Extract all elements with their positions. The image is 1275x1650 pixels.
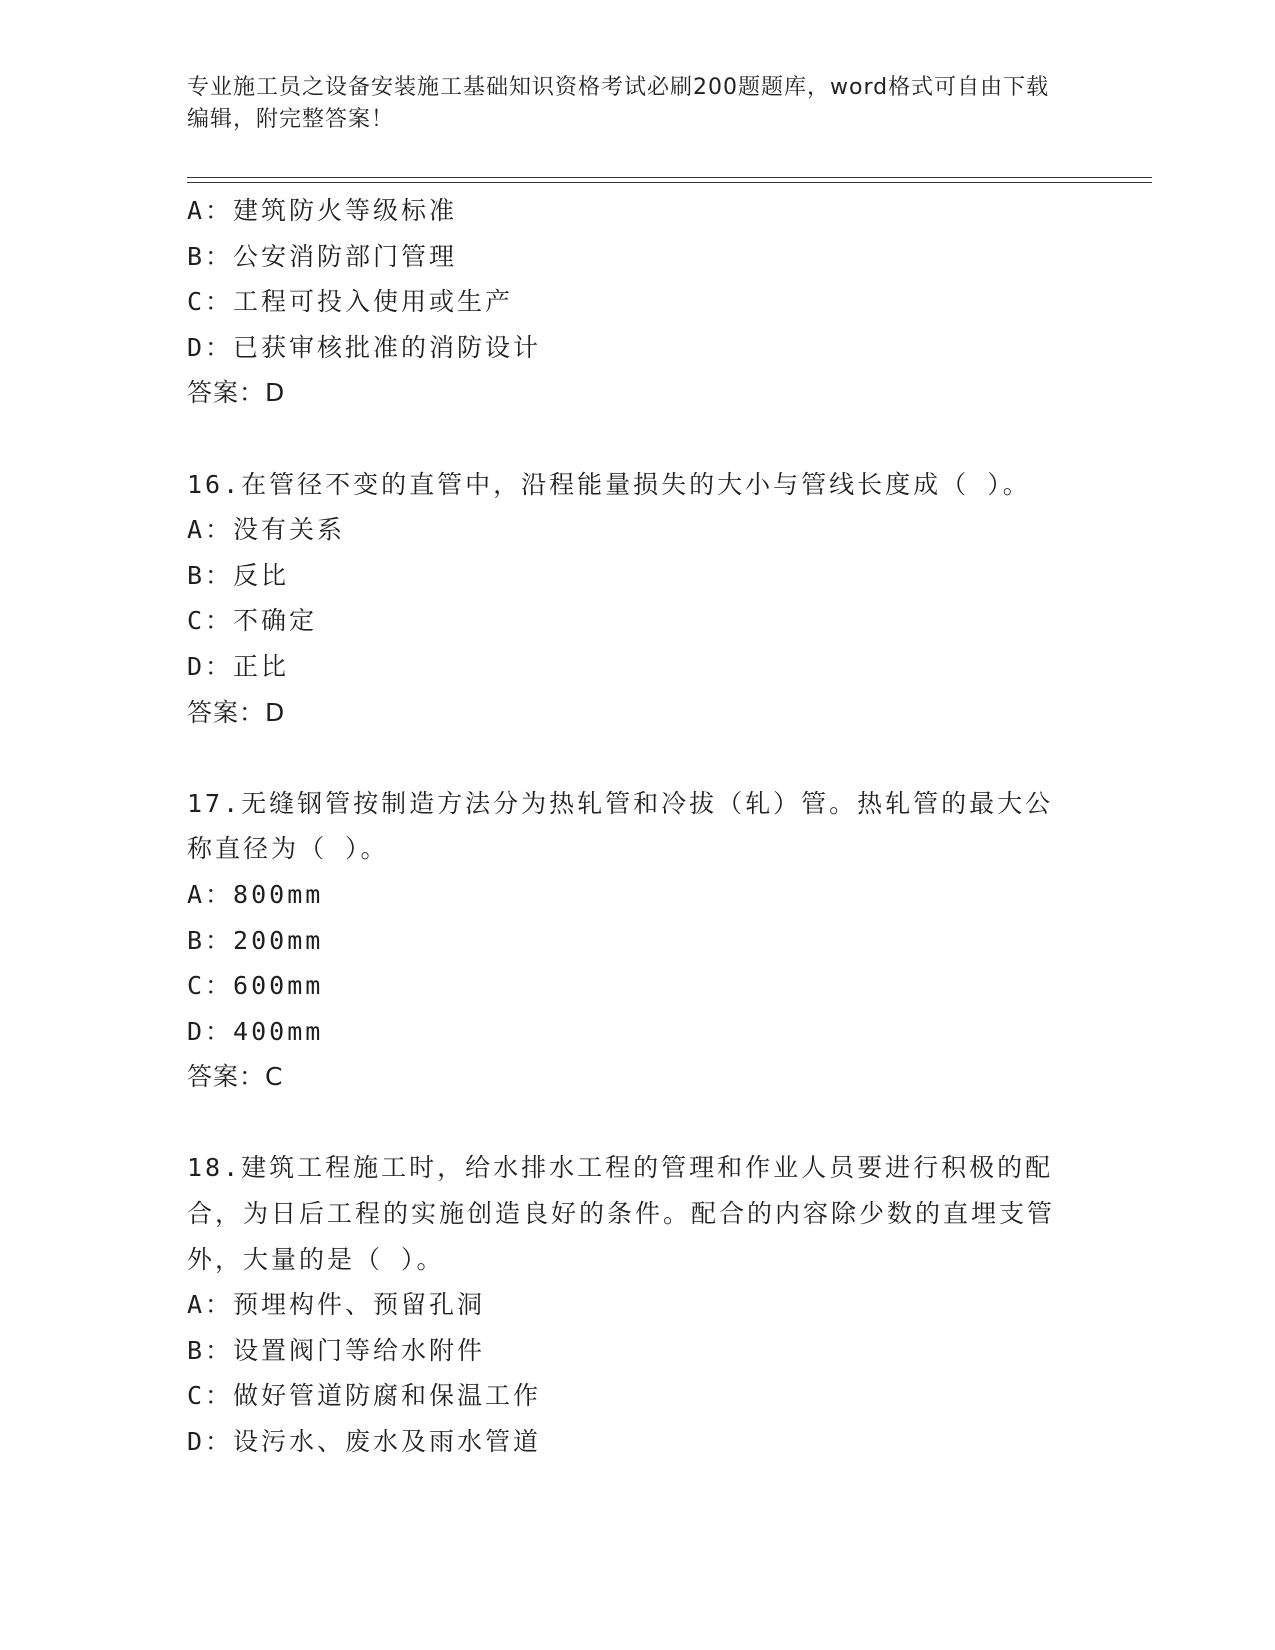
option-c: C：600mm	[187, 971, 324, 1001]
option-b: B：200mm	[187, 925, 324, 955]
spacer	[187, 735, 1087, 781]
option-d: D：已获审核批准的消防设计	[187, 332, 542, 362]
question-stem: 18.建筑工程施工时，给水排水工程的管理和作业人员要进行积极的配合，为日后工程的实施创造良好的条件。配合的内容除少数的直埋支管外，大量的是（ ）。	[187, 1153, 1056, 1274]
option-d: D：正比	[187, 651, 290, 681]
header-rule-top	[187, 177, 1152, 178]
answer-line: 答案：C	[187, 1062, 284, 1092]
option-a: A：800mm	[187, 879, 324, 909]
question-stem: 16.在管径不变的直管中，沿程能量损失的大小与管线长度成（ ）。	[187, 469, 1031, 499]
option-b: B：公安消防部门管理	[187, 241, 458, 271]
question-18	[187, 1145, 1087, 1464]
spacer	[187, 1100, 1087, 1146]
option-a: A：预埋构件、预留孔洞	[187, 1290, 486, 1320]
document-header: 专业施工员之设备安装施工基础知识资格考试必刷200题题库，word格式可自由下载编辑，附完整答案！	[187, 75, 1050, 132]
option-c: C：工程可投入使用或生产	[187, 287, 514, 317]
header-rule-bottom	[187, 182, 1152, 183]
option-a: A：建筑防火等级标准	[187, 196, 458, 225]
question-stem: 17.无缝钢管按制造方法分为热轧管和冷拔（轧）管。热轧管的最大公称直径为（ ）。	[187, 788, 1054, 864]
option-a: A：没有关系	[187, 515, 346, 545]
option-d: D：400mm	[187, 1016, 324, 1046]
question-list	[187, 188, 1087, 1465]
answer-line: 答案：D	[187, 378, 286, 408]
option-d: D：设污水、废水及雨水管道	[187, 1427, 542, 1457]
option-b: B：设置阀门等给水附件	[187, 1335, 486, 1365]
question-16	[187, 462, 1087, 736]
option-b: B：反比	[187, 560, 290, 590]
question-17	[187, 781, 1087, 1100]
option-c: C：做好管道防腐和保温工作	[187, 1381, 542, 1411]
option-c: C：不确定	[187, 606, 318, 636]
question-15	[187, 188, 1087, 416]
spacer	[187, 416, 1087, 462]
answer-line: 答案：D	[187, 697, 286, 727]
